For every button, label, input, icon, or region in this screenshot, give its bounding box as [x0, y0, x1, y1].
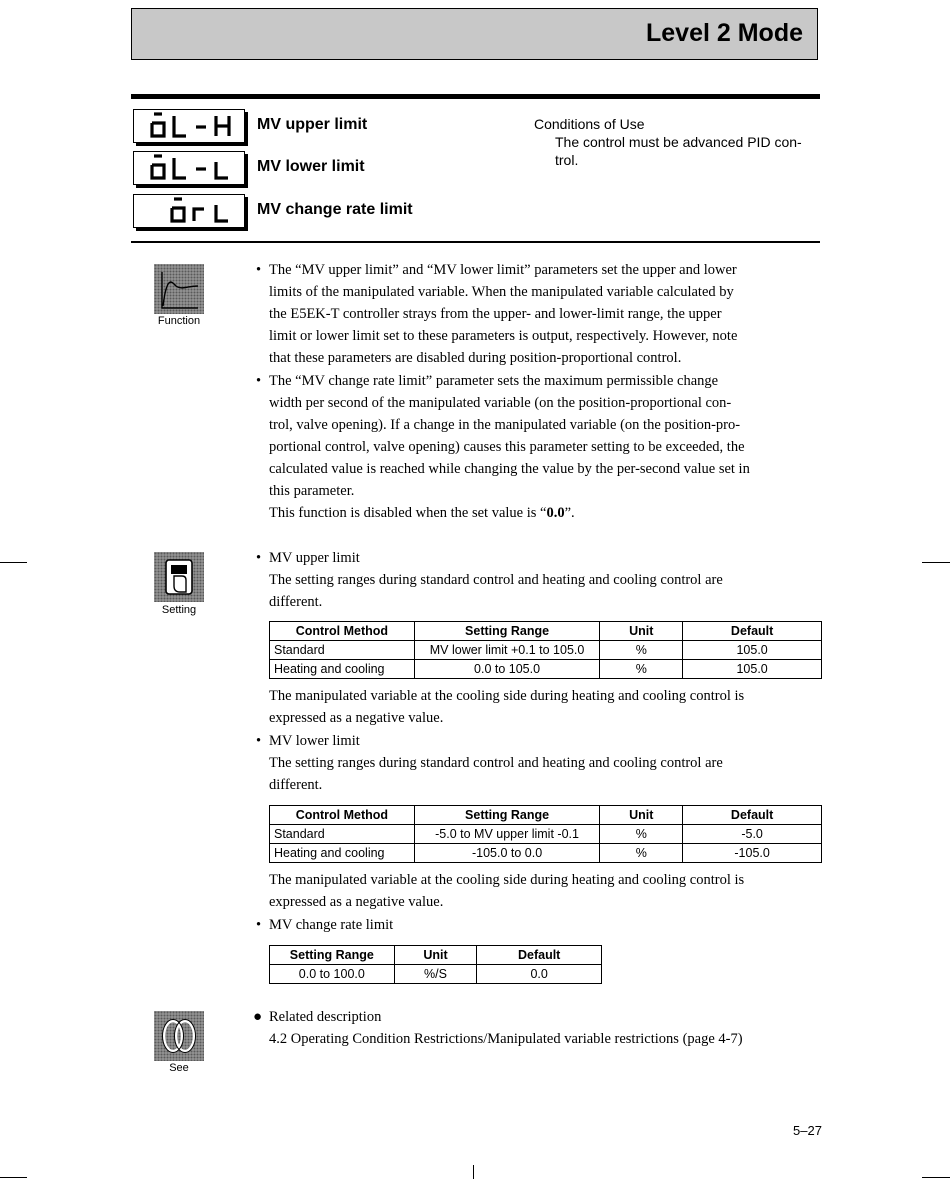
text-line: width per second of the manipulated variable (on the position-proportional con-	[269, 395, 732, 411]
table-cell: 0.0 to 105.0	[414, 660, 600, 679]
table-cell: 0.0 to 100.0	[270, 965, 395, 984]
crop-mark	[0, 1177, 27, 1178]
bullet-dot: •	[256, 373, 262, 389]
text-line: limits of the manipulated variable. When the manipulated variable calculated by	[269, 284, 734, 300]
function-bullet-1	[256, 259, 829, 369]
table-header-row	[270, 946, 602, 965]
col-header: Unit	[394, 946, 477, 965]
lcd-ol-l-icon	[134, 152, 243, 183]
setting-rate-title: MV change rate limit	[269, 917, 394, 933]
text-line: this parameter.	[269, 483, 355, 499]
note-line: expressed as a negative value.	[269, 710, 444, 726]
setting-lower-desc1: The setting ranges during standard control and heating and cooling control are	[269, 755, 723, 771]
page-number: 5–27	[793, 1123, 822, 1138]
table-cell: %	[600, 660, 683, 679]
table-cell: -5.0 to MV upper limit -0.1	[414, 825, 600, 844]
setting-lower-title: MV lower limit	[269, 733, 360, 749]
setting-rate-block	[256, 914, 829, 936]
function-icon	[154, 264, 204, 314]
see-label: See	[169, 1062, 189, 1074]
col-header: Unit	[600, 806, 683, 825]
table-cell: MV lower limit +0.1 to 105.0	[414, 641, 600, 660]
col-header: Control Method	[270, 806, 415, 825]
setting-label: Setting	[161, 604, 197, 616]
col-header: Setting Range	[270, 946, 395, 965]
filled-circle-icon: ●	[253, 1009, 263, 1025]
crop-mark	[922, 1177, 950, 1178]
setting-upper-note	[269, 685, 829, 729]
table-row	[270, 825, 822, 844]
lcd-orl-icon	[134, 195, 243, 226]
lcd-display-orl	[133, 194, 245, 228]
lcd-ol-h-icon	[134, 110, 243, 141]
related-block	[253, 1006, 839, 1050]
table-cell: %	[600, 825, 683, 844]
text-line: The “MV upper limit” and “MV lower limit” parameters set the upper and lower	[269, 262, 737, 278]
table-cell: 105.0	[683, 660, 822, 679]
function-label: Function	[157, 315, 201, 327]
conditions-text-line1: The control must be advanced PID con-	[555, 134, 802, 150]
setting-upper-title: MV upper limit	[269, 550, 360, 566]
text-line: that these parameters are disabled during position-proportional control.	[269, 350, 682, 366]
setting-lower-block	[256, 730, 829, 796]
table-cell: -105.0 to 0.0	[414, 844, 600, 863]
table-cell: Standard	[270, 825, 415, 844]
col-header: Default	[683, 622, 822, 641]
text-line: The “MV change rate limit” parameter sets the maximum permissible change	[269, 373, 719, 389]
setting-icon	[154, 552, 204, 602]
crop-mark	[0, 562, 27, 563]
bullet-dot: •	[256, 917, 262, 933]
col-header: Default	[683, 806, 822, 825]
table-cell: Heating and cooling	[270, 844, 415, 863]
table-row	[270, 844, 822, 863]
table-cell: %	[600, 641, 683, 660]
setting-upper-desc1: The setting ranges during standard control and heating and cooling control are	[269, 572, 723, 588]
text-line: trol, valve opening). If a change in the manipulated variable (on the position-pro-	[269, 417, 741, 433]
crop-mark	[473, 1165, 474, 1179]
table-cell: %	[600, 844, 683, 863]
conditions-text-line2: trol.	[555, 152, 579, 168]
note-line: The manipulated variable at the cooling side during heating and cooling control is	[269, 688, 745, 704]
text-line: portional control, valve opening) causes this parameter setting to be exceeded, the	[269, 439, 745, 455]
setting-lower-note	[269, 869, 829, 913]
note-line: The manipulated variable at the cooling side during heating and cooling control is	[269, 872, 745, 888]
table-row	[270, 660, 822, 679]
section-rule-top	[131, 94, 820, 99]
table-cell: 0.0	[477, 965, 602, 984]
upper-limit-table	[269, 621, 822, 679]
page-title: Level 2 Mode	[646, 19, 803, 47]
rate-limit-table	[269, 945, 602, 984]
param-name-rate: MV change rate limit	[257, 201, 413, 218]
section-rule-bottom	[131, 241, 820, 243]
table-cell: -105.0	[683, 844, 822, 863]
lcd-display-ol-h	[133, 109, 245, 143]
setting-lower-desc2: different.	[269, 777, 323, 793]
disabled-note: This function is disabled when the set value is “0.0”.	[269, 505, 575, 521]
see-icon	[154, 1011, 204, 1061]
col-header: Control Method	[270, 622, 415, 641]
crop-mark	[922, 562, 950, 563]
col-header: Setting Range	[414, 806, 600, 825]
lcd-display-ol-l	[133, 151, 245, 185]
table-header-row	[270, 806, 822, 825]
text-line: limit or lower limit set to these parameters is output, respectively. However, note	[269, 328, 738, 344]
related-title: Related description	[269, 1009, 382, 1025]
lower-limit-table	[269, 805, 822, 863]
table-cell: 105.0	[683, 641, 822, 660]
table-header-row	[270, 622, 822, 641]
table-cell: Standard	[270, 641, 415, 660]
table-row	[270, 965, 602, 984]
col-header: Unit	[600, 622, 683, 641]
table-cell: %/S	[394, 965, 477, 984]
setting-upper-block	[256, 547, 829, 613]
note-line: expressed as a negative value.	[269, 894, 444, 910]
table-row	[270, 641, 822, 660]
param-name-upper: MV upper limit	[257, 116, 368, 133]
header-bar	[131, 8, 818, 60]
text-line: the E5EK-T controller strays from the upper- and lower-limit range, the upper	[269, 306, 722, 322]
setting-upper-desc2: different.	[269, 594, 323, 610]
col-header: Default	[477, 946, 602, 965]
bullet-dot: •	[256, 550, 262, 566]
bullet-dot: •	[256, 262, 262, 278]
table-cell: Heating and cooling	[270, 660, 415, 679]
related-ref: 4.2 Operating Condition Restrictions/Manipulated variable restrictions (page 4-7)	[269, 1031, 743, 1047]
table-cell: -5.0	[683, 825, 822, 844]
bullet-dot: •	[256, 733, 262, 749]
param-name-lower: MV lower limit	[257, 158, 365, 175]
conditions-title: Conditions of Use	[534, 116, 645, 132]
text-line: calculated value is reached while changing the value by the per-second value set in	[269, 461, 750, 477]
col-header: Setting Range	[414, 622, 600, 641]
function-bullet-2	[256, 370, 829, 524]
